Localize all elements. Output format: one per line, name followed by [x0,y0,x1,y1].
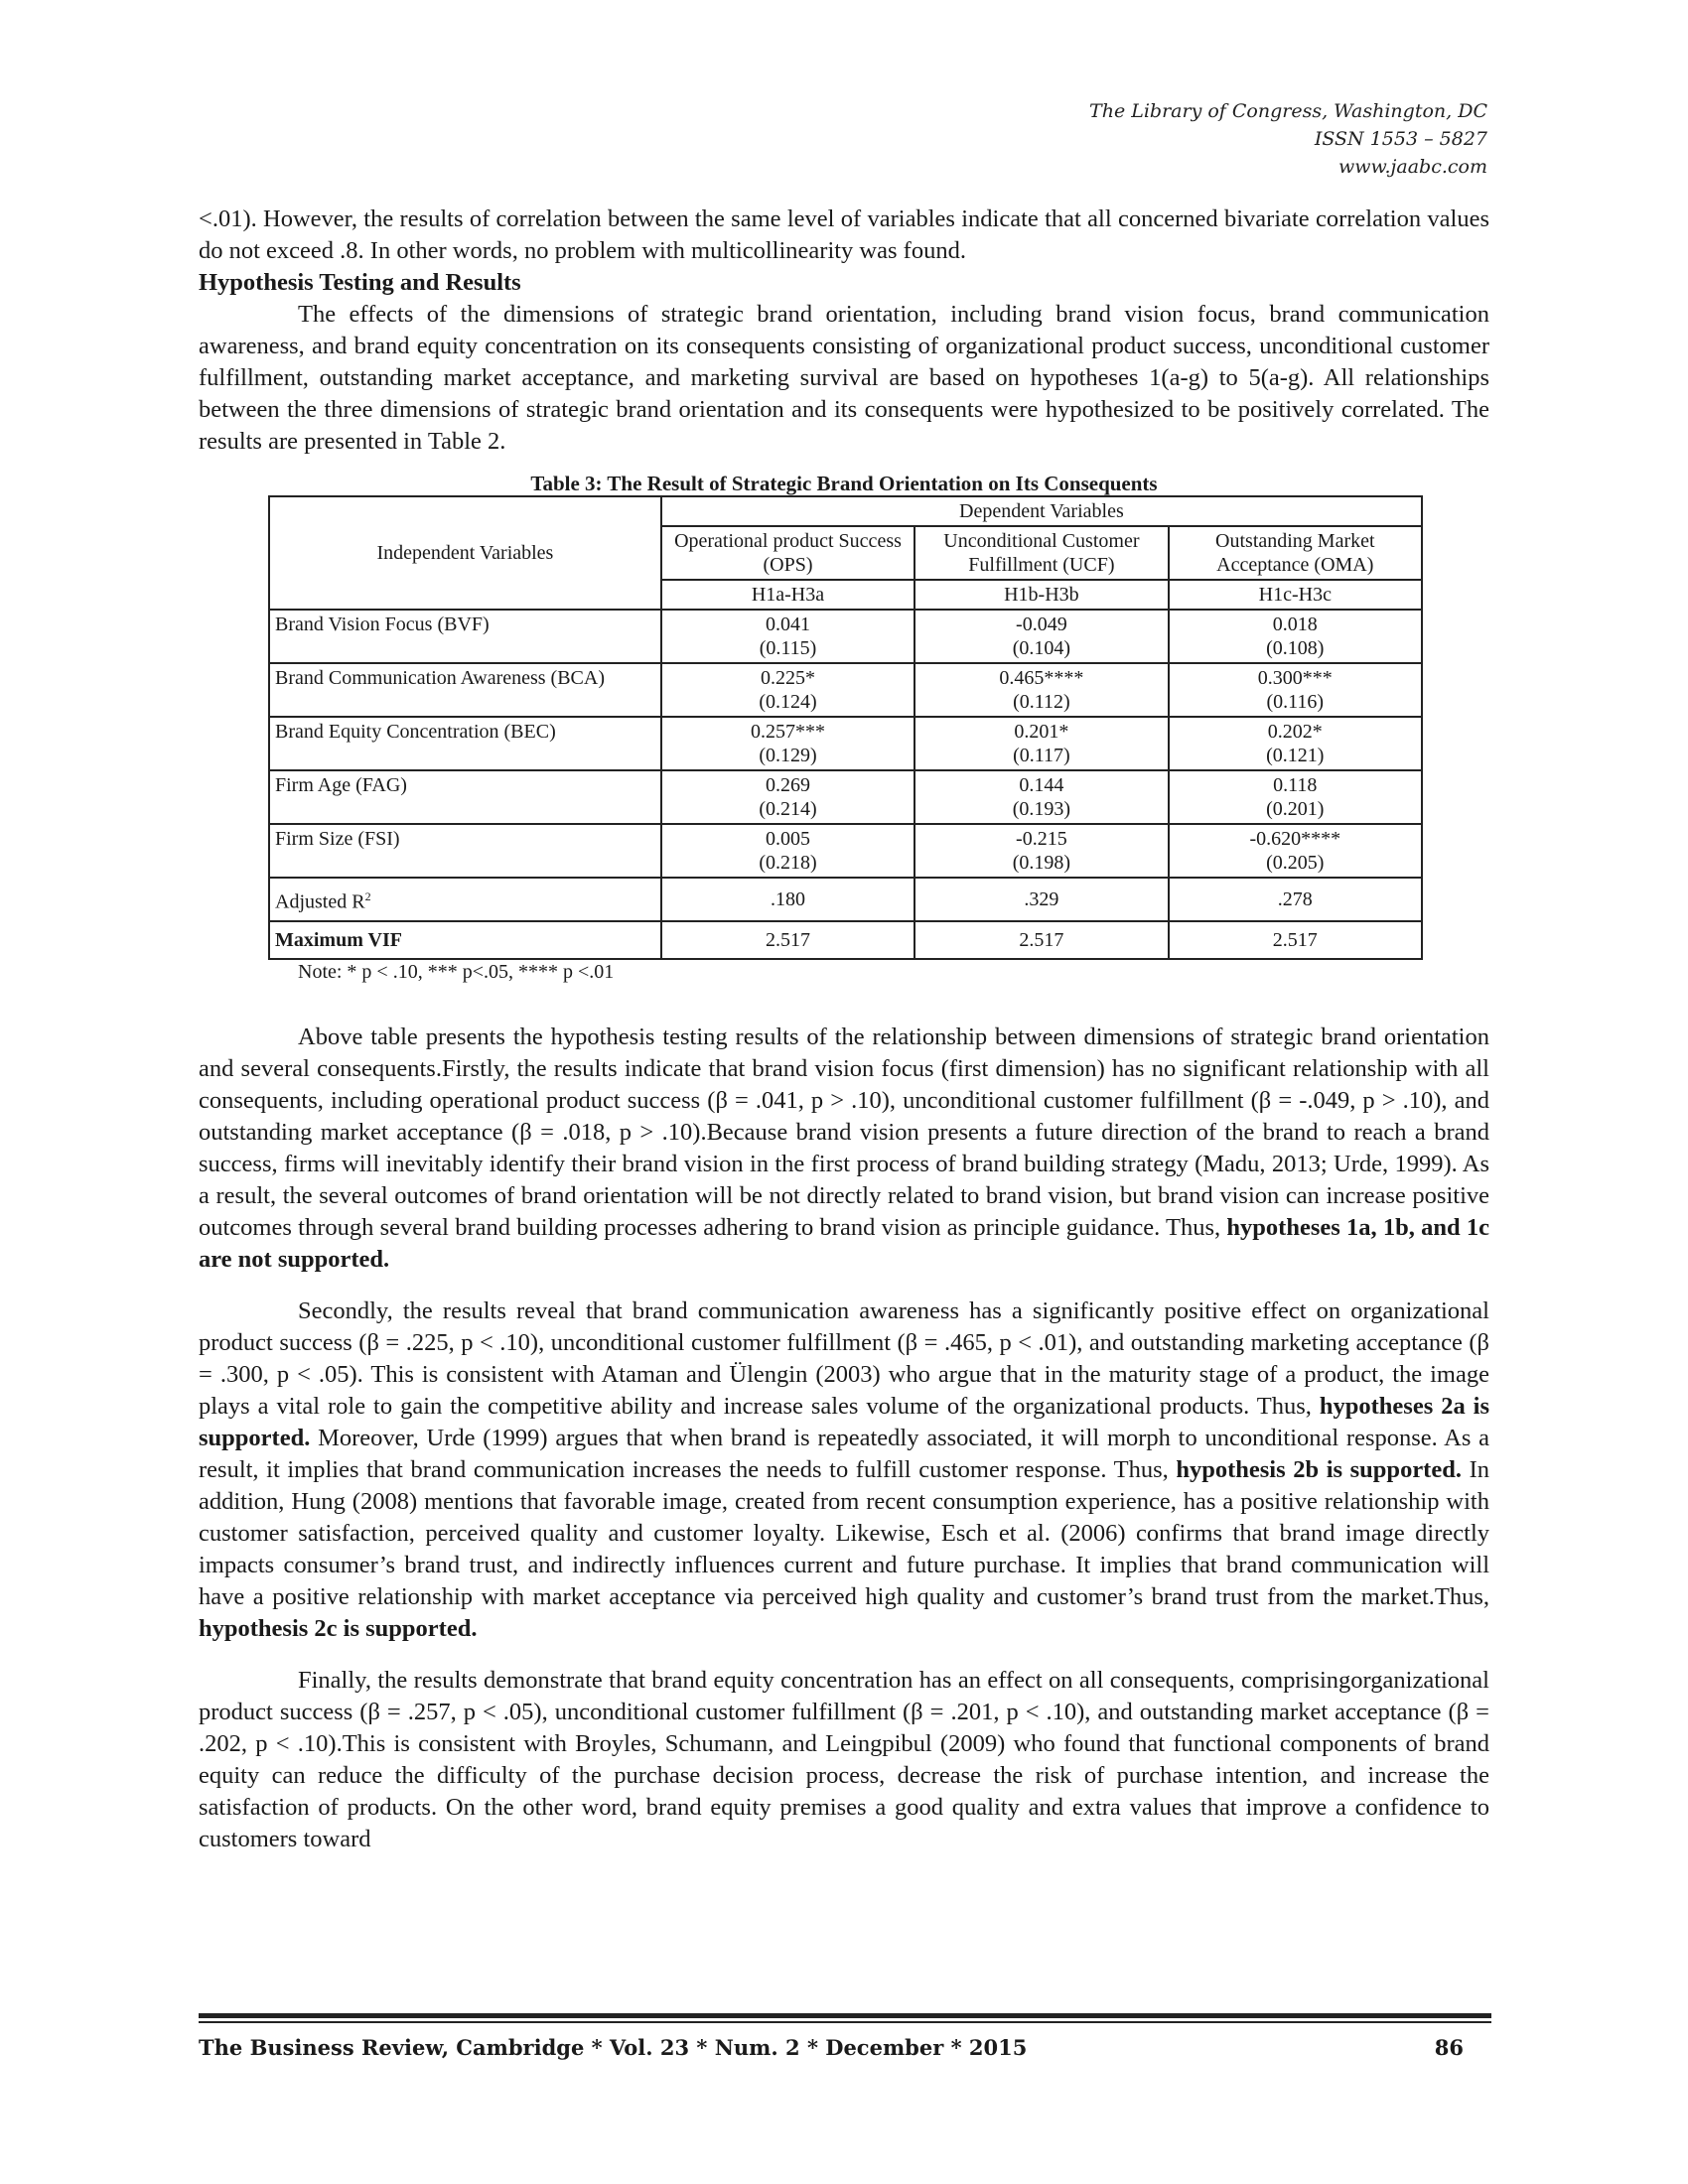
table-row [269,717,1422,770]
coef: 0.041 [765,614,810,635]
col-hyp-ops: H1a-H3a [661,580,914,610]
coef: -0.215 [1016,828,1067,850]
coef: -0.049 [1016,614,1067,635]
paragraph-h1 [199,1022,1489,1276]
p4c-text: Moreover, Urde (1999) argues that when brand is repeatedly associated, it will morph to unconditional response. As a result, it implies that brand communication increases the needs to fulfill customer response. Thus, [199,1424,1489,1483]
section-heading: Hypothesis Testing and Results [199,269,521,296]
adj-r2-oma: .278 [1169,878,1422,921]
row-label: Firm Age (FAG) [269,770,661,824]
cell [1169,824,1422,878]
p3-text: Above table presents the hypothesis testing results of the relationship between dimensions of strategic brand orientation and several consequents.Firstly, the results indicate that brand vision focus (first dimension) has no significant relationship with all consequents, including operational product success (β = .041, p > .10), unconditional customer fulfillment (β = -.049, p > .10), and outstanding market acceptance (β = .018, p > .10).Because brand vision presents a future direction of the brand to reach a brand success, firms will inevitably identify their brand vision in the first process of brand building strategy (Madu, 2013; Urde, 1999). As a result, the several outcomes of brand orientation will be not directly related to brand vision, but brand vision can increase positive outcomes through several brand building processes adhering to brand vision as principle guidance. Thus, [199,1023,1489,1241]
se: (0.193) [1012,798,1071,820]
coef: 0.300*** [1257,667,1333,689]
vif-ucf: 2.517 [914,921,1168,959]
cell [661,824,914,878]
se: (0.205) [1266,852,1325,874]
se: (0.198) [1012,852,1071,874]
se: (0.218) [759,852,817,874]
cell [914,663,1168,717]
running-footer [199,2035,1491,2060]
adj-r2-ops: .180 [661,878,914,921]
coef: 0.144 [1019,774,1064,796]
p4d-bold: hypothesis 2b is supported. [1176,1455,1462,1483]
col-hyp-ucf: H1b-H3b [914,580,1168,610]
table-note: Note: * p < .10, *** p<.05, **** p <.01 [298,960,615,983]
paragraph-continued: <.01). However, the results of correlation between the same level of variables indicate that all concerned bivariate correlation values do not exceed .8. In other words, no problem with multicollinearity was found. [199,205,1489,264]
coef: 0.005 [765,828,810,850]
table-row [269,824,1422,878]
page-body [199,204,1489,1855]
cell [1169,610,1422,663]
se: (0.117) [1013,745,1070,766]
paragraph-h3: Finally, the results demonstrate that brand equity concentration has an effect on all consequents, comprisingorganizational product success (β = .257, p < .05), unconditional customer fulfillment (β = .201, p < .10), and outstanding market acceptance (β = .202, p < .10).This is consistent with Broyles, Schumann, and Leingpibul (2009) who found that functional components of brand equity can reduce the difficulty of the purchase decision process, decrease the risk of purchase intention, and increase the satisfaction of products. On the other word, brand equity premises a good quality and extra values that improve a confidence to customers toward [199,1666,1489,1852]
se: (0.116) [1266,691,1325,713]
coef: 0.018 [1272,614,1318,635]
col-header-ops: Operational product Success (OPS) [661,526,914,580]
se: (0.112) [1013,691,1070,713]
coef: 0.201* [1014,721,1069,743]
table-row-vif [269,921,1422,959]
se: (0.104) [1012,637,1071,659]
row-label: Brand Vision Focus (BVF) [269,610,661,663]
cell [661,610,914,663]
se: (0.108) [1266,637,1325,659]
p4a-text: Secondly, the results reveal that brand communication awareness has a significantly positive effect on organizational product success (β = .225, p < .10), unconditional customer fulfillment (β = .465, p < .01), and outstanding marketing acceptance (β = .300, p < .05). This is consistent with Ataman and Ülengin (2003) who argue that in the maturity stage of a product, the image plays a vital role to gain the competitive ability and increase sales volume of the organizational products. Thus, [199,1297,1489,1420]
vif-label: Maximum VIF [269,921,661,959]
p4f-bold: hypothesis 2c is supported. [199,1614,478,1642]
cell [1169,770,1422,824]
row-label [269,878,661,921]
coef: 0.225* [760,667,815,689]
col-header-oma: Outstanding Market Acceptance (OMA) [1169,526,1422,580]
col-header-ucf: Unconditional Customer Fulfillment (UCF) [914,526,1168,580]
dep-header: Dependent Variables [661,496,1422,526]
cell [914,770,1168,824]
row-label: Brand Communication Awareness (BCA) [269,663,661,717]
table-row [269,610,1422,663]
paragraph-h2 [199,1296,1489,1645]
paragraph-intro: The effects of the dimensions of strategic brand orientation, including brand vision focus, brand communication awareness, and brand equity concentration on its consequents consisting of organizational product success, unconditional customer fulfillment, outstanding market acceptance, and marketing survival are based on hypotheses 1(a-g) to 5(a-g). All relationships between the three dimensions of strategic brand orientation and its consequents were hypothesized to be positively correlated. The results are presented in Table 2. [199,301,1489,455]
footer-journal: The Business Review, Cambridge * Vol. 23 * Num. 2 * December * 2015 [199,2035,1028,2060]
se: (0.124) [759,691,817,713]
coef: 0.118 [1273,774,1318,796]
footer-rule-thin [199,2021,1491,2023]
p4e-text: In addition, Hung (2008) mentions that favorable image, created from recent consumption experience, has a positive relationship with customer satisfaction, perceived quality and customer loyalty. Likewise, Esch et al. (2006) confirms that brand image directly impacts consumer’s brand trust, and indirectly influences current and future purchase. It implies that brand communication will have a positive relationship with market acceptance via perceived high quality and customer’s brand trust from the market.Thus, [199,1455,1489,1610]
se: (0.115) [759,637,817,659]
coef: 0.257*** [750,721,825,743]
coef: -0.620**** [1249,828,1341,850]
vif-oma: 2.517 [1169,921,1422,959]
table-caption: Table 3: The Result of Strategic Brand Orientation on Its Consequents [530,472,1158,495]
running-header [1089,97,1487,181]
table-row [269,663,1422,717]
adj-r2-label: Adjusted R [275,890,365,913]
cell [1169,717,1422,770]
header-line-1: The Library of Congress, Washington, DC [1089,100,1487,122]
coef: 0.202* [1267,721,1323,743]
table-row-adj-r2 [269,878,1422,921]
cell [914,824,1168,878]
cell [661,770,914,824]
cell [914,717,1168,770]
se: (0.129) [759,745,817,766]
p3-bold: hypotheses 1a, 1b, and 1c are not supported. [199,1213,1490,1273]
cell [914,610,1168,663]
coef: 0.465**** [999,667,1084,689]
col-hyp-oma: H1c-H3c [1169,580,1422,610]
indep-header: Independent Variables [269,496,661,610]
se: (0.214) [759,798,817,820]
results-table [268,495,1423,960]
adj-r2-sup: 2 [364,889,371,903]
header-line-3: www.jaabc.com [1337,156,1487,178]
row-label: Brand Equity Concentration (BEC) [269,717,661,770]
header-line-2: ISSN 1553 – 5827 [1314,128,1487,150]
cell [661,663,914,717]
table-row [269,770,1422,824]
p4b-bold: hypotheses 2a is supported. [199,1392,1489,1451]
se: (0.201) [1266,798,1325,820]
cell [661,717,914,770]
adj-r2-ucf: .329 [914,878,1168,921]
coef: 0.269 [765,774,810,796]
footer-rule-thick [199,2013,1491,2018]
vif-ops: 2.517 [661,921,914,959]
cell [1169,663,1422,717]
se: (0.121) [1266,745,1325,766]
page-number: 86 [1434,2035,1464,2060]
row-label: Firm Size (FSI) [269,824,661,878]
